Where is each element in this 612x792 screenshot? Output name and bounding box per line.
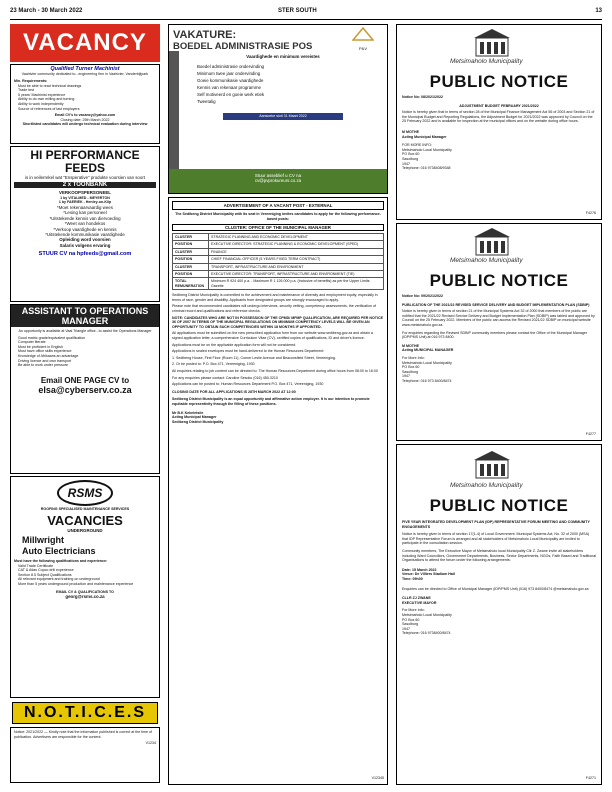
advert-paragraph: Applications can be posted to: Human Resources Department P.O. Box 471, Vereeniging, 1930: [172, 382, 324, 387]
notice2-logo: Metsimaholo Municipality: [402, 227, 596, 271]
vk-sidebar: [169, 51, 179, 169]
rsms-req: All relevant equipment and training on underground: [18, 577, 100, 582]
asst-title: ASSISTANT TO OPERATIONS MANAGER: [11, 305, 159, 327]
hp-bullets: [14, 205, 156, 237]
rsms-vac: VACANCIES: [47, 512, 123, 528]
posts-row: [173, 234, 384, 241]
notice3-enq: Enquiries can be directed to Office of Municipal Manager (IDP/PMS Unit) (016) 973 8400/8474 @metsimaholo.gov.za: [402, 586, 589, 591]
vk-reqs: [183, 63, 383, 105]
asst-intro: An opportunity is available at Vaal Triangle office...to assist the Operations Manager: [18, 329, 152, 333]
req-list: [14, 84, 156, 112]
rsms-ad: [10, 476, 160, 698]
posts-row: [173, 271, 384, 278]
email-cv-label: Email ONE PAGE CV to: [40, 375, 130, 385]
rsms-email-label: EMAIL CV & QUALIFICATIONS TO: [56, 589, 114, 594]
advert-sign3: Sedibeng District Municipality: [172, 419, 224, 424]
header-rule: [10, 19, 602, 20]
public-notice-2: [396, 223, 602, 441]
notice1-logo: Metsimaholo Municipality: [402, 28, 596, 72]
notice3-body: Notice is hereby given in terms of section 17(1-4) of Local Government: Municipal Systems Act, No. 32 of 2000 (MSA) that IDP Representative Forum is arranged and all stakeholders of Metsimaholo Local Municipality are invited to participate in the consultation session.: [402, 532, 590, 546]
posts-row: [173, 256, 384, 263]
posts-row: [173, 278, 384, 290]
posts-value: EXECUTIVE DIRECTOR: TRANSPORT, INFRASTRUCTURE AND ENVIRONMENT (TIE): [209, 271, 384, 278]
notice3-sub: FIVE YEAR INTEGRATED DEVELOPMENT PLAN (IDP) REPRESENTATIVE FORUM MEETING AND COMMUNITY ENGAGEMENTS: [402, 520, 590, 529]
notices-box: [10, 727, 160, 783]
turner-note: Shortlisted candidates will undergo technical evaluation during interview: [22, 122, 148, 127]
address-line: Sasolburg: [402, 622, 419, 627]
hp-verkoop: VERKOOPSPERSONEEL: [59, 190, 111, 196]
rsms-sub: ROOFING SPECIALISED MAINTENANCE SERVICES: [40, 507, 130, 511]
hp-bullet: *Weet van hondekos: [64, 221, 106, 227]
notice2-sig2: Acting MUNICIPAL MANAGER: [402, 348, 454, 353]
rsms-email[interactable]: georg@rsms.co.za: [65, 594, 105, 600]
address-line: Telephone: 016 9738400/8474: [402, 631, 451, 636]
vk-closing: Aansoeke sluit 31 Maart 2022: [223, 113, 343, 120]
rsms-logo: RSMS: [57, 480, 113, 506]
hp-bullet2: Salaris volgens ervaring: [59, 242, 111, 248]
hp-bullet: *Uitstekende kennis van diervoeding: [49, 215, 121, 221]
advert-equity: Sedibeng District Municipality is an equal opportunity and affirmative action employer. It is our intention to promote equitable representivity through the filling of these positions.: [172, 397, 370, 406]
address-line: 1947: [402, 626, 410, 631]
posts-value: CHIEF FINANCIAL OFFICER (5 YEARS FIXED TERM CONTRACT): [209, 256, 384, 263]
notice1-address: [402, 143, 596, 171]
asst-bullets: [14, 336, 156, 368]
notices-text: Notice: 2021/2022 — Kindly note that the information published is correct at the time of publication. Advertisers are responsible for the content.: [14, 730, 153, 739]
vakature-subtitle: BOEDEL ADMINISTRASIE POS: [173, 41, 313, 52]
hp-bullets2: [14, 237, 156, 248]
hp-loc: 1 by VITALMED - MEYERTON: [60, 195, 110, 200]
vk-send: Stuur asseblief u CV na: [254, 173, 302, 178]
posts-key: CLUSTER: [173, 248, 209, 255]
address-line: Metsimaholo Local Municipality: [402, 147, 452, 152]
asst-bullet: Knowledge of Afrikaans an advantage: [18, 353, 79, 358]
rsms-req: CAT & Atlas Copco drill experience: [18, 568, 74, 573]
address-line: 1947: [402, 161, 410, 166]
notice3-sig1: CLLR ZJ ZWANE: [402, 596, 431, 601]
hp-bullet: *Moet rekenaarvaardig wees: [57, 205, 113, 210]
asst-bullet: Must be proficient in English: [18, 344, 63, 349]
turner-intro: Vaalrivier community dedicated to...engineering firm in Vaalrivier, Vanderbijlpark: [21, 72, 149, 77]
vk-req: Boedel administrasie ondervinding: [197, 64, 265, 70]
rsms-job: Auto Electricians: [22, 546, 96, 556]
hp-bullet2: Opleiding word voorsien: [59, 237, 111, 243]
notice2-address: [402, 356, 596, 384]
vk-contact: [169, 169, 387, 193]
vk-reqs-title: Vaardighede en minimum vereistes: [246, 54, 320, 59]
hp-title: HI PERFORMANCE FEEDS: [30, 148, 140, 175]
notice3-body2: Community members, The Executive Mayor of Metsimaholo local Municipality Cllr Z. Zwane invite all stakeholders including Ward Councillors, Government Departments, Business, Sector Departments, NGOs, Faith Based and Traditional Organisations to attend the forum under the following arrangements:: [402, 548, 597, 563]
notice3-sig2: EXECUTIVE MAYOR: [402, 600, 437, 605]
notice1-sig2: Acting Municipal Manager: [402, 134, 447, 139]
posts-row: [173, 241, 384, 248]
advert-paragraph: Sedibeng District Municipality is committed to the achievement and maintenance of diversity and employment equity, especially in terms of race, gender and disability. Applicants from designated groups are strongly encouraged to apply.: [172, 293, 378, 302]
posts-value: STRATEGIC PLANNING AND ECONOMIC DEVELOPMENT: [209, 234, 384, 241]
hp-feeds-ad: [10, 146, 160, 302]
req-item: 5 years' Machinist experience: [18, 92, 66, 97]
advert-paragraph: 2. Or be posted to: P.O. Box 471, Vereeniging, 1930: [172, 362, 255, 367]
notice2-body: Notice is hereby given in terms of section 21 of the Municipal Systems Act 32 of 2000 that members of the public are notified that the 2021/22 Revised Service Delivery and Budget Implementation Plan (SDBIP) was tabled and approved by Council on the 25 February 2022. Members of the public can access the Revised 2021/22 SDBIP on municipal website www.metsimaholo.gov.za.: [402, 309, 595, 327]
notice1-body: Notice is hereby given that in terms of section 28 of the Municipal Finance Management Act 56 of 2003 and Section 21 of the Municipal Budget and Reporting Regulations, the Adjustment Budget for 2021/2022 was approved by Council on the 25 February 2022 and is available for inspection at the municipal offices and on the website during office hours.: [402, 110, 595, 124]
advert-paragraph: All applications must be submitted on the new prescribed application form from our website www.sedibeng.gov.za and obtain a signed application letter, a comprehensive Curriculum Vitae (CV), certified copies of qualifications, ID and driver's licence.: [172, 331, 373, 340]
address-line: 1947: [402, 374, 410, 379]
notices-ref: V1234: [145, 741, 156, 746]
address-line: PO Box 60: [402, 617, 420, 622]
rsms-jobs: [14, 535, 156, 557]
notice3-venue: Venue: De Villiers Stadium Hall: [402, 572, 455, 577]
req-title: Min. Requirements:: [14, 79, 48, 83]
posts-key: POSITION: [173, 256, 209, 263]
notice2-sig1: M MOTHE: [402, 343, 419, 348]
posts-table: [172, 233, 384, 290]
advert-paragraph: 1. Sedibeng House, First Floor (Room 11), Corner Leslie Avenue and Beaconsfield Street, Vereeniging.: [172, 355, 336, 360]
vk-req: Kennis van rekenaar programme: [197, 85, 261, 91]
notice2-title: PUBLIC NOTICE: [429, 271, 569, 290]
notice1-sig1: M MOTHE: [402, 129, 419, 134]
turner-closing: Closing date: 25th March 2022: [60, 117, 110, 122]
posts-key: CLUSTER: [173, 263, 209, 270]
hp-sub: is in veilerrekel wat "Ensperative" produkte voorsien van soort: [24, 175, 145, 180]
notice2-num: Notice No: 09/2021/2022: [402, 294, 443, 298]
advert-paragraph: For any enquiries please contact: Caroline Sesoko (016) 450-3210: [172, 375, 278, 380]
issue-date: 23 March - 30 March 2022: [10, 8, 83, 14]
advert-paragraph: Applications in sealed envelopes must be hand-delivered to the Human Resources Department:: [172, 349, 325, 354]
req-item: Ability to work independently: [18, 101, 64, 106]
page-number: 13: [595, 8, 602, 14]
posts-row: [173, 263, 384, 270]
notice3-logo: Metsimaholo Municipality: [402, 448, 596, 496]
vacancy-banner: VACANCY: [10, 24, 160, 62]
address-line: PO Box 60: [402, 152, 420, 157]
posts-key: CLUSTER: [173, 234, 209, 241]
hp-bullet: *Uitstekende kommunikasie vaardighede: [45, 232, 125, 238]
pv-logo-icon: [352, 27, 374, 41]
notice3-date: Date: 15 March 2022: [402, 567, 437, 572]
advert-paragraph: All enquiries relating to job content can be directed to: The Human Resources Department during office hours from 08:00 to 16:00: [172, 368, 378, 373]
notice2-body2: For enquiries regarding the Revised SDBIP community members please contact the Office of the Municipal Manager (IDP/PMS Unit) at 016 973 8400.: [402, 330, 588, 340]
vk-req: Tweetalig: [197, 99, 216, 105]
rsms-req: More than 5 years underground production and maintenance experience: [18, 581, 134, 586]
asst-bullet: Must have office skills experience: [18, 349, 72, 354]
address-line: PO Box 60: [402, 365, 420, 370]
advert-paragraph: NOTE: CANDIDATES WHO ARE NOT IN POSSESSION OF THE CPMD/ MFMP QUALIFICATION, ARE REQUIRED PER NOTICE 36 OF 2007 IN TERMS OF THE MUNICIPAL REGULATIONS ON MINIMUM COMPETENCY LEVELS WILL BE GIVEN AN OPPORTUNITY TO OBTAIN SUCH COMPETENCIES WITHIN 18 MONTHS IF APPOINTED.: [172, 315, 383, 329]
vakature-title: VAKATURE:: [173, 29, 237, 41]
advert-closing: CLOSING DATE FOR ALL APPLICATIONS IS 28TH MARCH 2022 AT 12:00: [172, 389, 296, 394]
municipality-logo-icon: [472, 28, 512, 58]
turner-title: Qualified Turner Machinist: [50, 66, 120, 72]
public-notice-3: [396, 444, 602, 785]
municipality-logo-icon: [472, 450, 512, 480]
municipality-logo-icon: [472, 227, 512, 257]
pv-logo: P&V: [345, 27, 381, 49]
rsms-req: Section 8.5 Subject Qualifications: [18, 572, 72, 577]
notice1-title: PUBLIC NOTICE: [429, 72, 569, 91]
req-item: Source of references of last employers: [18, 106, 80, 111]
rsms-reqs: [14, 564, 156, 587]
posts-key: POSITION: [173, 271, 209, 278]
rsms-under: UNDERGROUND: [67, 527, 103, 533]
advert-title: ADVERTISEMENT OF A VACANT POST - EXTERNAL: [172, 201, 384, 210]
rsms-must: Must have the following qualifications and experience:: [14, 559, 108, 563]
hp-loc2: 1 by FAERIEK - Henley-on-Klip: [58, 200, 112, 205]
address-line: For More Info:: [402, 608, 425, 613]
address-line: Metsimaholo Local Municipality: [402, 612, 452, 617]
sedibeng-advert: [168, 197, 388, 785]
address-line: Sasolburg: [402, 369, 419, 374]
posts-value: FINANCE: [209, 248, 384, 255]
assistant-ad: [10, 304, 160, 474]
page-header: [10, 8, 602, 18]
public-notice-1: [396, 24, 602, 220]
notice1-num: Notice No: 08/2021/2022: [402, 95, 443, 99]
cluster-head: CLUSTER: OFFICE OF THE MUNICIPAL MANAGER: [172, 224, 384, 231]
advert-ref: V12345: [371, 776, 384, 781]
vk-email[interactable]: cv@pvprokureurs.co.za: [254, 178, 302, 184]
posts-value: EXECUTIVE DIRECTOR: STRATEGIC PLANNING & ECONOMIC DEVELOPMENT (SPED): [209, 241, 384, 248]
notice3-title: PUBLIC NOTICE: [429, 496, 569, 515]
req-item: Trade test: [18, 88, 35, 93]
advert-body: [172, 293, 384, 387]
notice1-sub: ADJUSTMENT BUDGET FEBRUARY 2021/2022: [459, 103, 539, 108]
vk-req: Minimum twee jaar ondervinding: [197, 71, 261, 77]
posts-value: TRANSPORT, INFRASTRUCTURE AND ENVIRONMENT: [209, 263, 384, 270]
posts-row: [173, 248, 384, 255]
notices-banner: N.O.T.I.C.E.S: [12, 702, 158, 724]
hp-toonbank: 2 x TOONBANK: [14, 182, 156, 188]
address-line: Telephone: 016 973 8400/8474: [402, 378, 452, 383]
advert-sign2: Acting Municipal Manager: [172, 415, 217, 420]
vk-req: Self motiveerd en goeie werk etiek: [197, 92, 265, 98]
vakature-ad: [168, 24, 388, 194]
asst-bullet: Good matric grade/equivalent qualification: [18, 335, 86, 340]
turner-ad: [10, 64, 160, 144]
posts-value: Minimum R 924 400 p.a. - Maximum R 1 126 000 p.a. (Inclusive of benefits) as per the Upper Limits Gazette: [209, 278, 384, 290]
hp-bullet: *Lesing kan personeel: [63, 210, 107, 216]
address-line: Metsimaholo Local Municipality: [402, 360, 452, 365]
hp-bullet: *Verkoop vaardighede en kennis: [53, 226, 117, 232]
advert-paragraph: Applications must be on the applicable application form will not be considered.: [172, 342, 297, 347]
notice2-sub: PUBLICATION OF THE 2021/22 REVISED SERVICE DELIVERY AND BUDGET IMPLEMENTATION PLAN (SDBIP): [402, 302, 590, 307]
hp-email[interactable]: STUUR CV na hpfeeds@gmail.com: [38, 251, 132, 258]
asst-bullet: Driving licence and own transport: [18, 358, 72, 363]
req-item: Must be able to read technical drawings: [18, 83, 82, 88]
rsms-req: Valid Trade Certificate: [18, 563, 54, 568]
notice2-ref: F4277: [585, 432, 596, 437]
paper-name: STER SOUTH: [278, 8, 317, 14]
turner-email[interactable]: Email CV's to vacancy@yahoo.com: [54, 113, 116, 118]
vk-req: Goeie kommunikasie vaardighede: [197, 78, 264, 84]
advert-sign1: Mr B.K Kekeletsile: [172, 410, 204, 415]
notice1-ref: F4276: [585, 211, 596, 216]
advert-paragraph: Please note that recommended candidates will undergo interviews, security vetting, competency assessments, the verification of criminal record and qualifications and reference checks.: [172, 304, 376, 314]
posts-key: POSITION: [173, 241, 209, 248]
notice3-ref: F4271: [585, 776, 596, 781]
address-line: Telephone: 016 9738408/9348: [402, 166, 451, 171]
notice3-time: Time: 09h00: [402, 576, 423, 581]
rsms-job: Millwright: [22, 535, 64, 545]
posts-key: TOTAL REMUNERATION: [173, 278, 209, 290]
advert-intro: The Sedibeng District Municipality with its seat in Vereeniging invites candidates to apply for the following performance-based posts:: [175, 212, 381, 221]
notice3-address: [402, 608, 596, 636]
email-cv-address[interactable]: elsa@cyberserv.co.za: [38, 384, 132, 395]
req-item: Ability to do own milling and turning: [18, 97, 75, 102]
asst-bullet: Computer literate: [18, 340, 46, 345]
address-line: For More Info:: [402, 355, 425, 360]
address-line: FOR MORE INFO:: [402, 143, 432, 148]
address-line: Sasolburg: [402, 156, 419, 161]
asst-bullet: Be able to work under pressure: [18, 363, 68, 368]
